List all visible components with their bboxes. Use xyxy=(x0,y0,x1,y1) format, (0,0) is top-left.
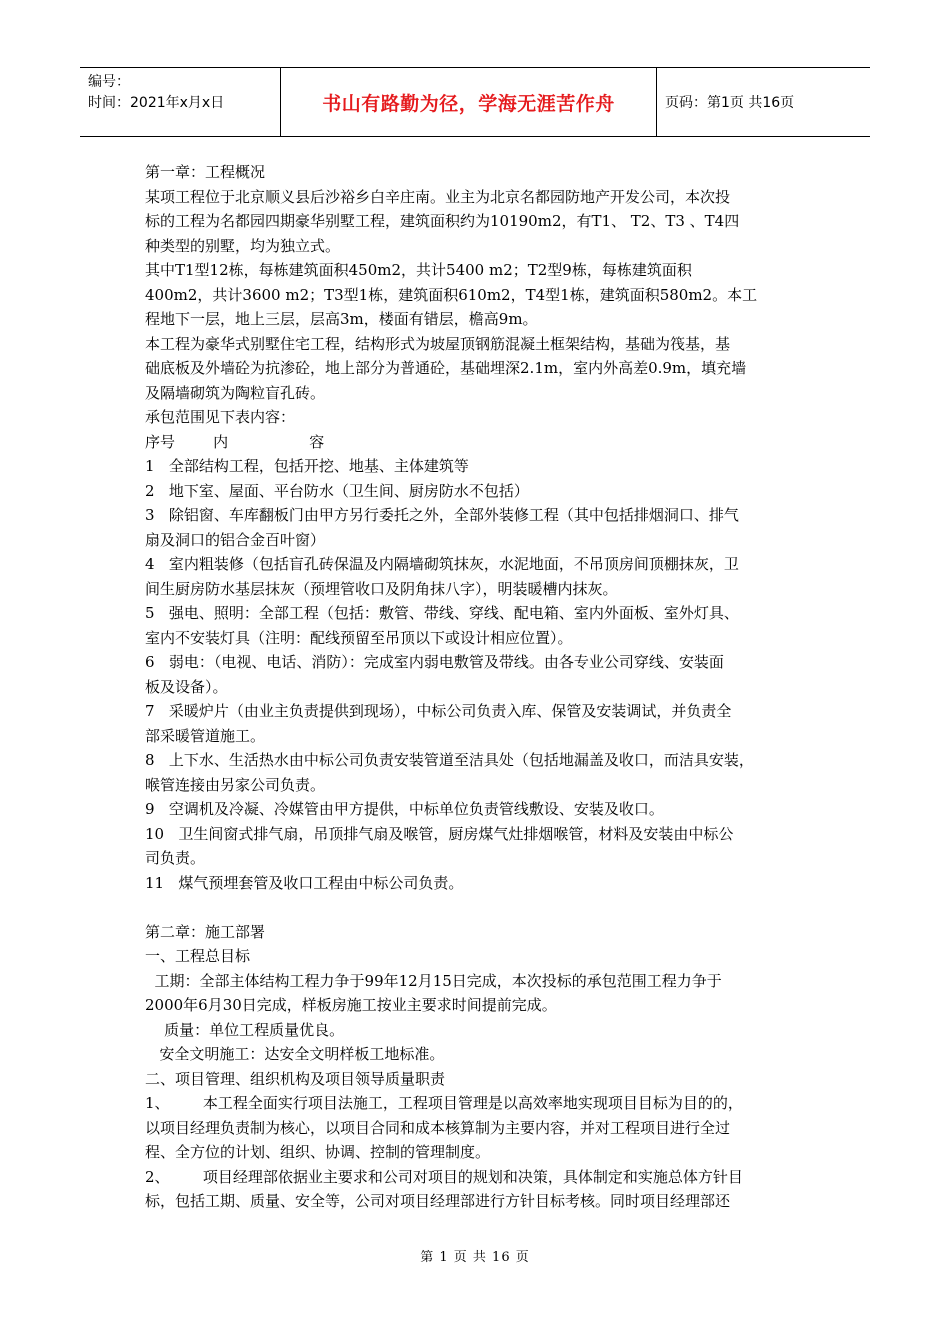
text-line: 部采暖管道施工。 xyxy=(145,726,266,745)
text-line: 6 弱电：（电视、电话、消防）：完成室内弱电敷管及带线。由各专业公司穿线、安装面 xyxy=(145,653,724,671)
text-line: 11 煤气预埋套管及收口工程由中标公司负责。 xyxy=(145,873,464,892)
text-line: 程地下一层，地上三层，层高3m，楼面有错层，檐高9m。 xyxy=(145,310,538,328)
text-line: 质量：单位工程质量优良。 xyxy=(145,1020,345,1039)
text-line: 室内不安装灯具（注明：配线预留至吊顶以下或设计相应位置）。 xyxy=(145,628,573,647)
text-line: 标的工程为名都园四期豪华别墅工程，建筑面积约为10190m2，有T1、 T2、T3 、T4四 xyxy=(145,212,740,230)
text-line: 以项目经理负责制为核心，以项目合同和成本核算制为主要内容，并对工程项目进行全过 xyxy=(145,1118,731,1137)
text-line: 1、 本工程全面实行项目法施工，工程项目管理是以高效率地实现项目目标为目的的， xyxy=(145,1094,743,1112)
text-line: 9 空调机及冷凝、冷媒管由甲方提供，中标单位负责管线敷设、安装及收口。 xyxy=(145,800,664,818)
document-number: 编号： xyxy=(88,74,130,90)
text-line: 扇及洞口的铝合金百叶窗） xyxy=(145,530,326,549)
text-line: 础底板及外墙砼为抗渗砼，地上部分为普通砼，基础埋深2.1m，室内外高差0.9m，填充墙 xyxy=(145,359,747,377)
text-line: 4 室内粗装修（包括盲孔砖保温及内隔墙砌筑抹灰，水泥地面，不吊顶房间顶棚抹灰，卫 xyxy=(145,555,739,573)
text-line: 10 卫生间窗式排气扇，吊顶排气扇及喉管，厨房煤气灶排烟喉管，材料及安装由中标公 xyxy=(145,824,734,843)
header-meta xyxy=(80,68,281,136)
header-page-cell xyxy=(657,68,870,136)
text-line: 板及设备）。 xyxy=(145,677,228,696)
text-line: 二、项目管理、组织机构及项目领导质量职责 xyxy=(145,1069,446,1088)
text-line: 2、 项目经理部依据业主要求和公司对项目的规划和决策，具体制定和实施总体方针目 xyxy=(145,1167,743,1186)
text-line: 某项工程位于北京顺义县后沙裕乡白辛庄南。业主为北京名都园防地产开发公司，本次投 xyxy=(145,187,731,206)
page-footer: 第 1 页 共 16 页 xyxy=(420,1250,530,1265)
text-line: 司负责。 xyxy=(145,849,206,867)
text-line: 一、工程总目标 xyxy=(145,947,251,965)
text-line: 2000年6月30日完成，样板房施工按业主要求时间提前完成。 xyxy=(145,996,557,1014)
text-line: 5 强电、照明：全部工程（包括：敷管、带线、穿线、配电箱、室内外面板、室外灯具、 xyxy=(145,604,739,622)
text-line: 400m2，共计3600 m2；T3型1栋，建筑面积610m2，T4型1栋，建筑面积580m2。本工 xyxy=(145,285,758,304)
text-line: 工期：全部主体结构工程力争于99年12月15日完成，本次投标的承包范围工程力争于 xyxy=(145,971,722,990)
text-line: 第一章：工程概况 xyxy=(145,163,266,181)
text-line: 标，包括工期、质量、安全等，公司对项目经理部进行方针目标考核。同时项目经理部还 xyxy=(145,1192,731,1210)
text-line: 喉管连接由另家公司负责。 xyxy=(145,775,326,794)
text-line: 种类型的别墅，均为独立式。 xyxy=(145,236,341,255)
text-line: 程、全方位的计划、组织、协调、控制的管理制度。 xyxy=(145,1143,491,1161)
text-line: 7 采暖炉片（由业主负责提供到现场），中标公司负责入库、保管及安装调试，并负责全 xyxy=(145,702,732,720)
text-line: 8 上下水、生活热水由中标公司负责安装管道至洁具处（包括地漏盖及收口，而洁具安装， xyxy=(145,751,754,769)
text-line: 及隔墙砌筑为陶粒盲孔砖。 xyxy=(145,383,326,402)
page-header xyxy=(80,67,870,137)
blank-line xyxy=(145,895,810,920)
page-indicator: 页码：第1页 共16页 xyxy=(665,95,795,111)
text-line: 其中T1型12栋，每栋建筑面积450m2，共计5400 m2；T2型9栋，每栋建筑面积 xyxy=(145,261,692,279)
text-line: 1 全部结构工程，包括开挖、地基、主体建筑等 xyxy=(145,457,469,475)
text-line: 本工程为豪华式别墅住宅工程，结构形式为坡屋顶钢筋混凝土框架结构，基础为筏基，基 xyxy=(145,334,731,353)
text-line: 间生厨房防水基层抹灰（预埋管收口及阴角抹八字），明装暖槽内抹灰。 xyxy=(145,579,618,598)
header-motto-cell xyxy=(281,68,657,136)
text-line: 承包范围见下表内容： xyxy=(145,408,296,426)
document-date: 时间：2021年x月x日 xyxy=(88,95,225,111)
motto: 书山有路勤为径，学海无涯苦作舟 xyxy=(322,92,615,115)
text-line: 第二章：施工部署 xyxy=(145,922,266,941)
document-body xyxy=(145,160,810,1214)
text-line: 2 地下室、屋面、平台防水（卫生间、厨房防水不包括） xyxy=(145,481,529,500)
text-line: 安全文明施工：达安全文明样板工地标准。 xyxy=(145,1045,445,1063)
text-line: 3 除铝窗、车库翻板门由甲方另行委托之外，全部外装修工程（其中包括排烟洞口、排气 xyxy=(145,506,739,524)
text-line: 序号 内 容 xyxy=(145,432,325,451)
